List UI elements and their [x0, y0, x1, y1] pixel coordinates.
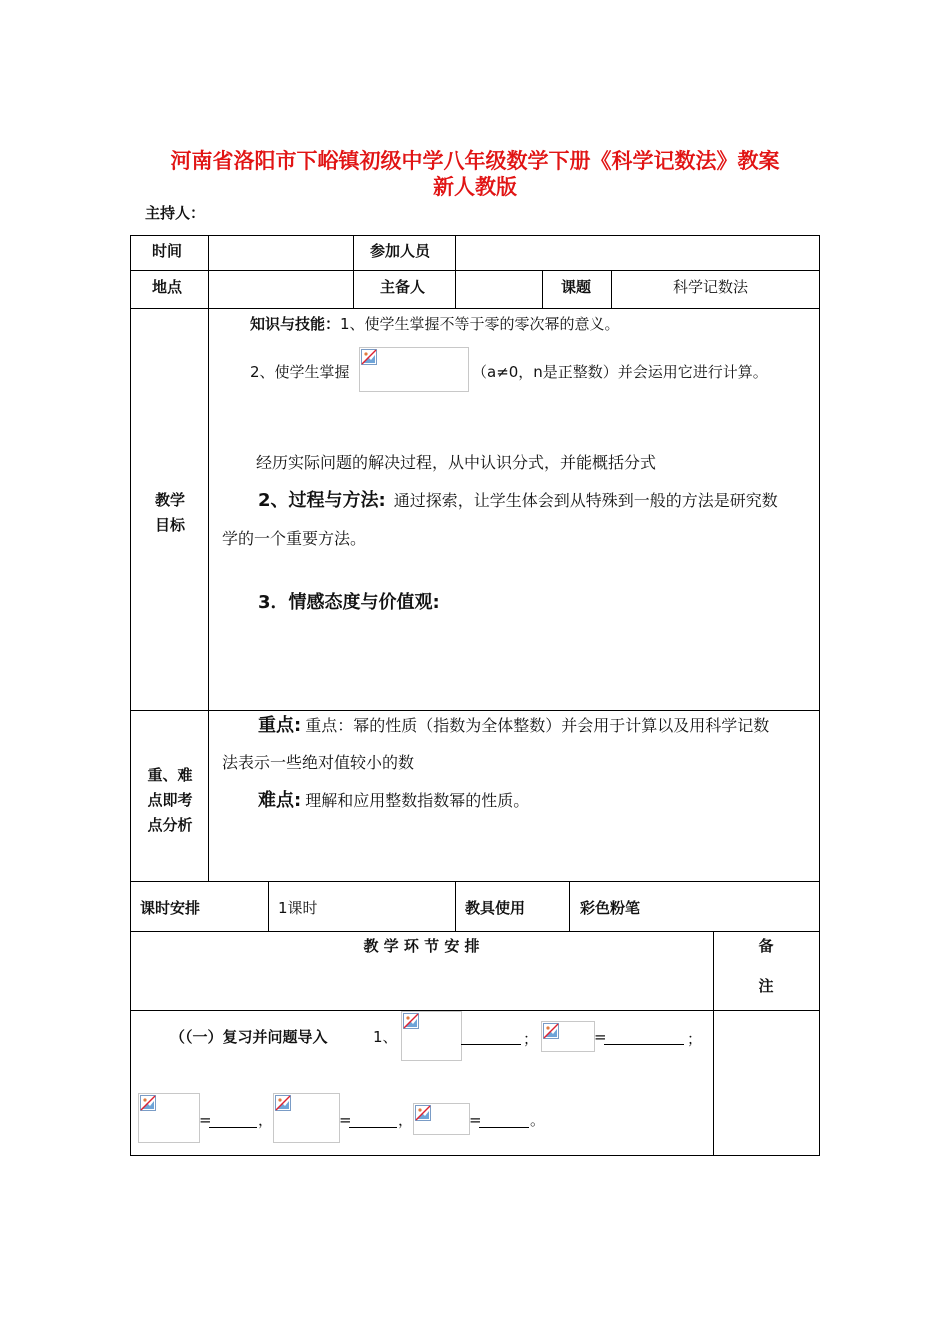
separator-comma: ， [258, 1111, 274, 1129]
preparer-label: 主备人 [380, 278, 426, 296]
review-heading: （（一）复习并问题导入 [170, 1028, 328, 1046]
broken-image-icon [275, 1095, 291, 1111]
formula-image-placeholder [413, 1103, 470, 1135]
difficult-point-heading: 难点: [258, 790, 302, 811]
participants-label: 参加人员 [370, 242, 431, 260]
knowledge-point-3: 经历实际问题的解决过程，从中认识分式，并能概括分式 [256, 453, 657, 472]
knowledge-point-2-suffix: （a≠0，n是正整数）并会运用它进行计算。 [472, 363, 768, 381]
host-label: 主持人： [145, 204, 206, 222]
equals-sign: = [339, 1111, 352, 1129]
broken-image-icon [403, 1013, 419, 1029]
document-title-line2: 新人教版 [433, 175, 517, 199]
knowledge-point-1: 1、使学生掌握不等于零的零次幂的意义。 [340, 315, 620, 333]
time-label: 时间 [152, 242, 183, 260]
answer-blank [349, 1113, 397, 1128]
teaching-goals-label: 教学目标 [154, 491, 185, 534]
remarks-label-2: 注 [758, 977, 774, 995]
process-methods-line [258, 490, 778, 512]
formula-image-placeholder [401, 1011, 462, 1061]
formula-image-placeholder [359, 347, 469, 392]
teaching-tools-value: 彩色粉笔 [580, 899, 641, 917]
teaching-tools-label: 教具使用 [465, 899, 526, 917]
equals-sign: = [469, 1111, 482, 1129]
answer-blank [461, 1030, 521, 1045]
equals-sign: = [199, 1111, 212, 1129]
end-period: 。 [530, 1111, 546, 1129]
knowledge-point-2-prefix: 2、使学生掌握 [250, 363, 350, 381]
key-point-heading: 重点: [258, 715, 302, 736]
emotion-values-heading: 3．情感态度与价值观: [258, 592, 440, 613]
class-hours-value: 1课时 [278, 899, 318, 917]
difficult-point-line [258, 790, 529, 812]
separator-comma: ， [398, 1111, 414, 1129]
topic-label: 课题 [561, 278, 592, 296]
broken-image-icon [543, 1023, 559, 1039]
formula-image-placeholder [138, 1093, 200, 1143]
remarks-label-1: 备 [758, 937, 774, 955]
broken-image-icon [415, 1105, 431, 1121]
place-label: 地点 [152, 278, 183, 296]
answer-blank [209, 1113, 257, 1128]
topic-value: 科学记数法 [673, 278, 749, 296]
knowledge-skills-heading: 知识与技能： [250, 315, 341, 333]
broken-image-icon [361, 349, 377, 365]
answer-blank [479, 1113, 529, 1128]
difficult-point-text: 理解和应用整数指数幂的性质。 [305, 791, 530, 810]
class-hours-label: 课时安排 [140, 899, 201, 917]
answer-blank [604, 1030, 684, 1045]
key-point-text: 重点：幂的性质（指数为全体整数）并会用于计算以及用科学记数 [305, 716, 770, 735]
knowledge-skills-line [250, 314, 620, 334]
key-point-line [258, 715, 769, 737]
review-item-1-label: 1、 [373, 1028, 398, 1046]
equals-sign: = [594, 1028, 607, 1046]
separator-semicolon: ； [523, 1030, 539, 1048]
separator-semicolon: ； [687, 1030, 703, 1048]
teaching-arrangement-label: 教 学 环 节 安 排 [363, 937, 480, 955]
key-point-text-2: 法表示一些绝对值较小的数 [222, 753, 415, 772]
process-methods-text: 通过探索，让学生体会到从特殊到一般的方法是研究数 [393, 491, 778, 510]
formula-image-placeholder [541, 1021, 595, 1052]
process-methods-text-2: 学的一个重要方法。 [222, 529, 367, 548]
broken-image-icon [140, 1095, 156, 1111]
document-title-line1: 河南省洛阳市下峪镇初级中学八年级数学下册《科学记数法》教案 [170, 149, 780, 173]
process-methods-heading: 2、过程与方法: [258, 490, 386, 511]
key-difficult-points-label: 重、难点即考点分析 [147, 766, 193, 834]
formula-image-placeholder [273, 1093, 340, 1143]
